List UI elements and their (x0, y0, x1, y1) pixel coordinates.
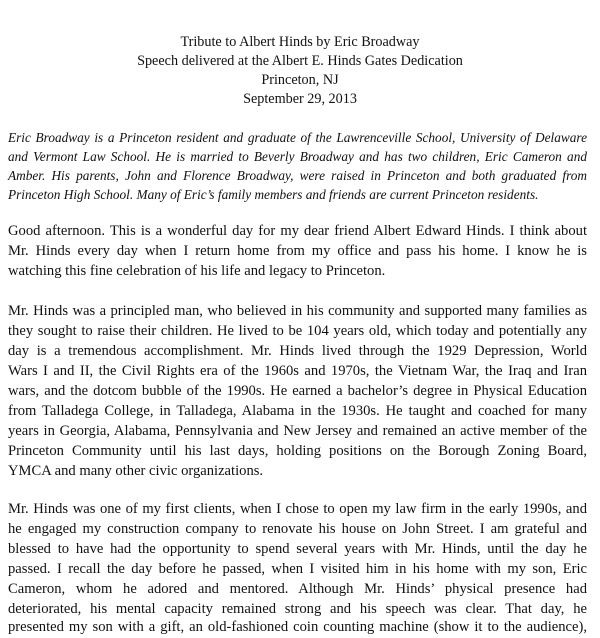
document-date: September 29, 2013 (243, 91, 357, 107)
body-line: Cameron, whom he adored and mentored. Although Mr. Hinds’ physical presence had (8, 581, 587, 597)
document-title: Tribute to Albert Hinds by Eric Broadway (180, 34, 420, 50)
body-line: YMCA and many other civic organizations. (8, 463, 264, 479)
body-line: Good afternoon. This is a wonderful day for my dear friend Albert Edward Hinds. I think about (8, 223, 587, 239)
body-line: Princeton Community until his last days, holding positions on the Borough Zoning Board, (8, 443, 587, 459)
intro-line: Amber. His parents, John and Florence Broadway, were raised in Princeton and both graduated from (8, 168, 587, 183)
body-line: Wars I and II, the Civil Rights era of the 1960s and 1970s, the Vietnam War, the Iraq and Iran (8, 363, 587, 379)
body-line: Mr. Hinds was a principled man, who believed in his community and supported many families as (8, 303, 587, 319)
body-line: passed. I recall the day before he passed, when I visited him in his home with my son, Eric (8, 561, 587, 577)
document-location: Princeton, NJ (261, 72, 339, 88)
body-line: they sought to raise their children. He lived to be 104 years old, which today and potentially any (8, 323, 587, 339)
body-line: he engaged my construction company to renovate his house on John Street. I am grateful and (8, 521, 587, 537)
body-line: presented my son with a gift, an old-fashioned coin counting machine (show it to the audience), (8, 619, 587, 635)
body-line: years in Georgia, Alabama, Pennsylvania and New Jersey and remained an active member of the (8, 423, 587, 439)
intro-line: Princeton High School. Many of Eric’s family members and friends are current Princeton residents. (8, 187, 539, 202)
body-line: blessed to have had the opportunity to spend several years with Mr. Hinds, until the day he (8, 541, 587, 557)
body-line: deteriorated, his mental capacity remained strong and his speech was clear. That day, he (8, 601, 587, 617)
body-line: wars, and the dotcom bubble of the 1990s. He earned a bachelor’s degree in Physical Education (8, 383, 587, 399)
body-line: Mr. Hinds was one of my first clients, when I chose to open my law firm in the early 1990s, and (8, 501, 587, 517)
body-line: day is a tremendous accomplishment. Mr. Hinds lived through the 1929 Depression, World (8, 343, 587, 359)
body-line: watching this fine celebration of his life and legacy to Princeton. (8, 263, 386, 279)
body-line: from Talladega College, in Talladega, Alabama in the 1930s. He taught and coached for many (8, 403, 587, 419)
body-line: Mr. Hinds every day when I return home from my office and pass his home. I know he is (8, 243, 587, 259)
intro-line: Eric Broadway is a Princeton resident and graduate of the Lawrenceville School, University of Delaware (8, 130, 587, 145)
document-subtitle: Speech delivered at the Albert E. Hinds Gates Dedication (137, 53, 463, 69)
intro-line: and Vermont Law School. He is married to Beverly Broadway and has two children, Eric Cameron and (8, 149, 587, 164)
